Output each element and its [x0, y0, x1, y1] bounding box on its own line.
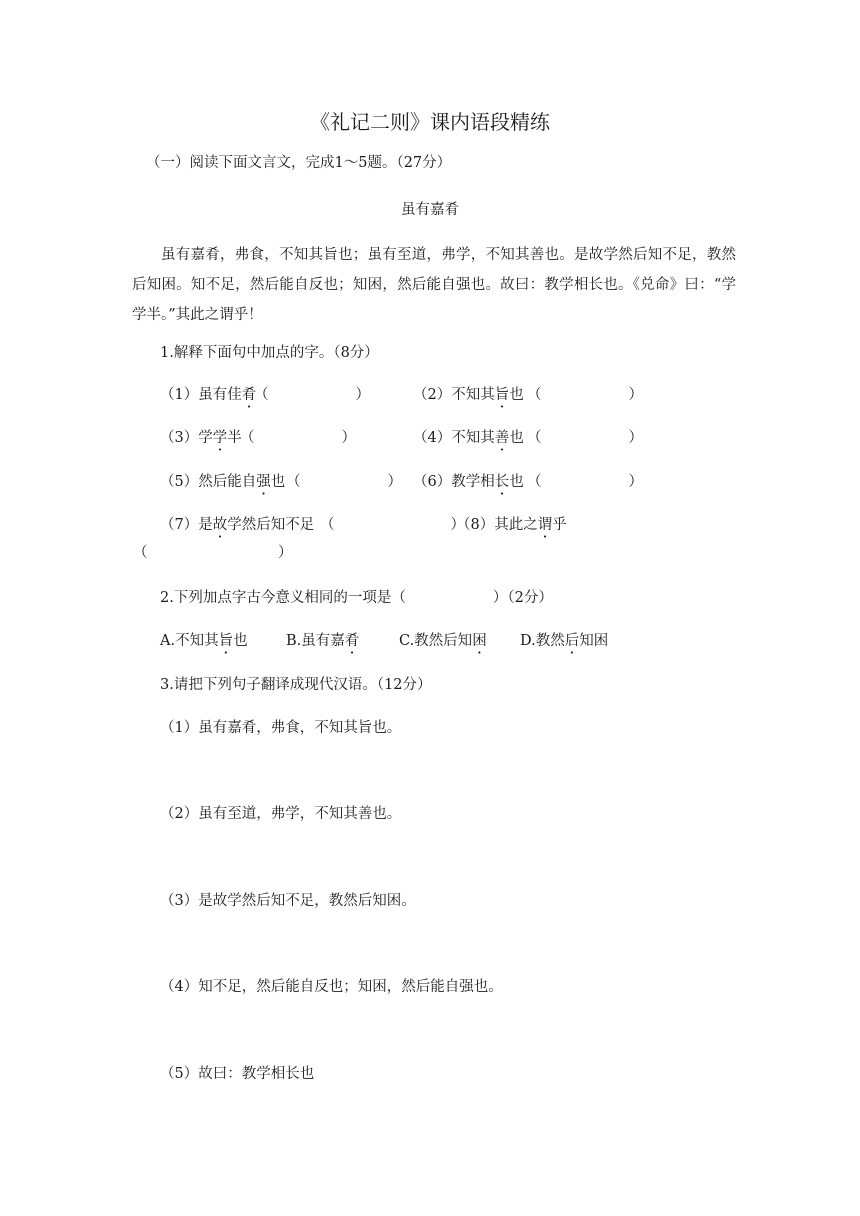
answer-blank[interactable]: （ ） — [286, 474, 402, 490]
answer-blank[interactable]: （ ） — [527, 474, 643, 490]
item-text-after: 学然后知不足 — [227, 517, 315, 533]
dotted-char: 长 — [494, 474, 510, 490]
q1-stem: 1.解释下面句中加点的字。（8分） — [160, 345, 379, 361]
q3-item-5: （5）故曰：教学相长也 — [160, 1066, 315, 1082]
item-text-after: 也 — [509, 387, 524, 403]
dotted-char: 困 — [472, 633, 487, 649]
dotted-char: 后 — [564, 633, 580, 649]
dotted-char: 善 — [494, 430, 510, 446]
item-text-after: 也 — [509, 474, 524, 490]
answer-blank[interactable]: （ ） — [240, 430, 356, 446]
item-text-after: 半 — [227, 430, 242, 446]
dotted-char: 肴 — [344, 633, 360, 649]
item-number: （6） — [413, 474, 452, 490]
option-text: B.虽有嘉 — [286, 633, 345, 649]
item-number: （3） — [160, 430, 199, 446]
item-text: 教学相 — [451, 474, 495, 490]
item-number: （8） — [456, 517, 495, 533]
option-text: C.教然后知 — [399, 633, 473, 649]
q1-item-3 — [160, 427, 242, 449]
item-number: （4） — [413, 430, 452, 446]
dotted-char: 旨 — [218, 633, 234, 649]
item-number: （1） — [160, 387, 199, 403]
q2-option-a[interactable] — [160, 630, 248, 652]
q1-item-4 — [413, 427, 524, 449]
answer-blank[interactable]: （ ） — [133, 545, 293, 561]
answer-blank[interactable] — [406, 590, 493, 606]
item-text: 是 — [198, 517, 213, 533]
q3-item-1: （1）虽有嘉肴，弗食，不知其旨也。 — [160, 720, 402, 736]
q3-item-4: （4）知不足，然后能自反也；知困，然后能自强也。 — [160, 979, 503, 995]
passage-title: 虽有嘉肴 — [401, 202, 459, 218]
dotted-char: 故 — [212, 517, 228, 533]
q1-item-6 — [413, 471, 524, 493]
q1-item-8 — [456, 514, 567, 536]
answer-blank[interactable]: （ ） — [527, 387, 643, 403]
option-text-after: 知困 — [579, 633, 609, 649]
q2-option-b[interactable] — [286, 630, 359, 652]
worksheet-title: 《礼记二则》课内语段精练 — [310, 110, 550, 134]
dotted-char: 旨 — [494, 387, 510, 403]
dotted-char: 强 — [256, 474, 271, 490]
q2-option-c[interactable] — [399, 630, 487, 652]
item-number: （5） — [160, 474, 199, 490]
answer-blank[interactable]: （ ） — [320, 517, 465, 533]
q2-stem-score: ）（2分） — [492, 590, 553, 606]
item-text: 其此之 — [494, 517, 538, 533]
dotted-char: 肴 — [241, 387, 257, 403]
q1-item-1 — [160, 384, 256, 406]
q2-stem-text: 2.下列加点字古今意义相同的一项是（ — [160, 590, 406, 606]
option-text: D.教然 — [520, 633, 565, 649]
answer-blank[interactable]: （ ） — [254, 387, 370, 403]
item-text-after: 乎 — [552, 517, 567, 533]
item-text: 学 — [198, 430, 213, 446]
q1-item-2 — [413, 384, 524, 406]
q1-item-7 — [160, 514, 314, 536]
item-text-after: 也 — [509, 430, 524, 446]
q2-stem — [160, 587, 553, 609]
q1-item-5 — [160, 471, 285, 493]
answer-blank[interactable]: （ ） — [527, 430, 643, 446]
item-number: （2） — [413, 387, 452, 403]
q3-item-3: （3）是故学然后知不足，教然后知困。 — [160, 893, 416, 909]
item-text: 然后能自 — [198, 474, 257, 490]
section-instruction: （一）阅读下面文言文，完成1～5题。（27分） — [146, 155, 452, 171]
option-text-after: 也 — [233, 633, 248, 649]
option-text: A.不知其 — [160, 633, 219, 649]
q3-stem: 3.请把下列句子翻译成现代汉语。（12分） — [160, 677, 432, 693]
q2-option-d[interactable] — [520, 630, 608, 652]
item-text: 不知其 — [451, 387, 495, 403]
item-text: 不知其 — [451, 430, 495, 446]
item-number: （7） — [160, 517, 199, 533]
item-text: 虽有佳 — [198, 387, 242, 403]
dotted-char: 学 — [212, 430, 228, 446]
dotted-char: 谓 — [537, 517, 553, 533]
classical-passage: 虽有嘉肴，弗食，不知其旨也；虽有至道，弗学，不知其善也。是故学然后知不足，教然后知困。知不足，然后能自反也；知困，然后能自强也。故曰：教学相长也。《兑命》曰：“学学半。”其此之谓乎！ — [132, 247, 736, 323]
item-text-after: 也 — [270, 474, 286, 490]
q3-item-2: （2）虽有至道，弗学，不知其善也。 — [160, 806, 402, 822]
